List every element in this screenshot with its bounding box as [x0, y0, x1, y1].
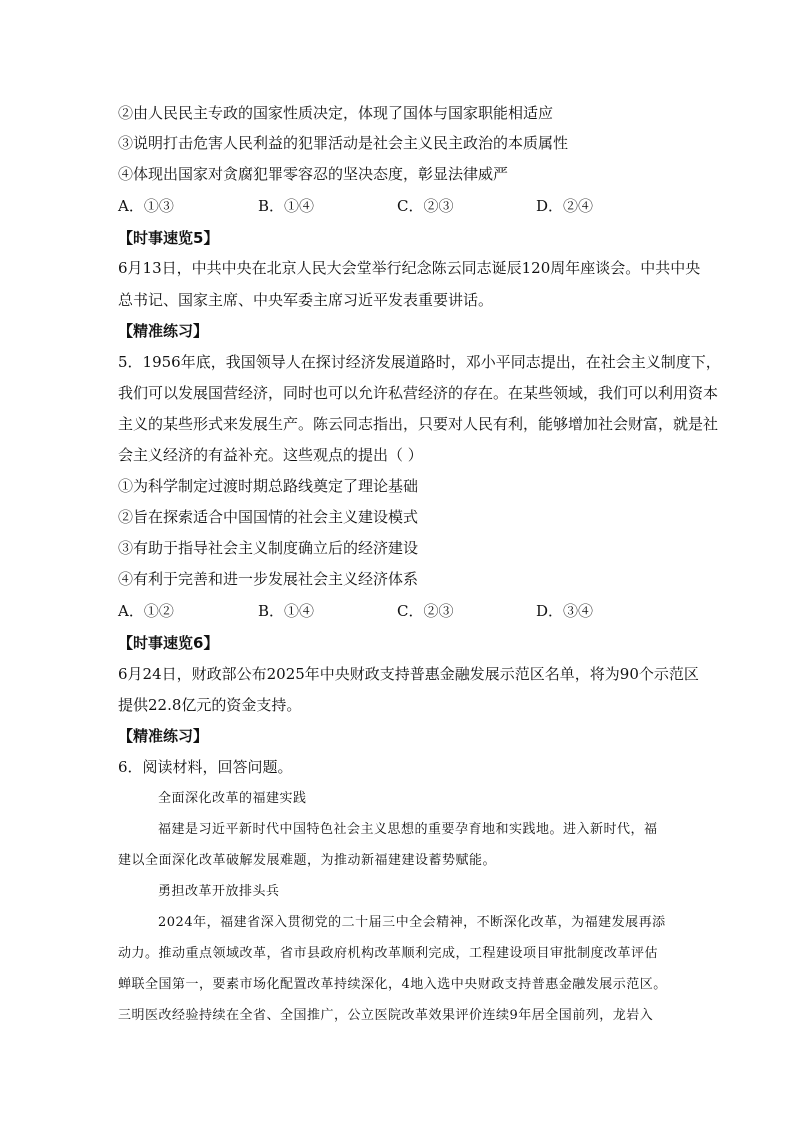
news5-line-1: 6月13日，中共中央在北京人民大会堂举行纪念陈云同志诞辰120周年座谈会。中共中央 [118, 259, 701, 277]
q5-stem-line-2: 我们可以发展国营经济，同时也可以允许私营经济的存在。在某些领域，我们可以利用资本 [118, 384, 719, 402]
practice6-heading: 【精准练习】 [118, 727, 209, 745]
material-para2-line-1: 2024年，福建省深入贯彻党的二十届三中全会精神，不断深化改革，为福建发展再添 [158, 915, 666, 930]
q5-stem-line-4: 会主义经济的有益补充。这些观点的提出（ ） [118, 446, 423, 464]
q5-item-1: ①为科学制定过渡时期总路线奠定了理论基础 [118, 477, 419, 495]
news6-line-2: 提供22.8亿元的资金支持。 [118, 696, 302, 714]
material-para1-line-2: 建以全面深化改革破解发展难题，为推动新福建建设蓄势赋能。 [118, 853, 497, 868]
q5-option-c: C．②③ [397, 602, 454, 620]
q4-option-a: A．①③ [118, 197, 174, 215]
q5-option-b: B．①④ [258, 602, 315, 620]
news6-line-1: 6月24日，财政部公布2025年中央财政支持普惠金融发展示范区名单，将为90个示范区 [118, 665, 699, 683]
news6-heading: 【时事速览6】 [118, 634, 219, 652]
material-para2-line-3: 蝉联全国第一，要素市场化配置改革持续深化，4地入选中央财政支持普惠金融发展示范区。 [118, 977, 667, 992]
q4-option-c: C．②③ [397, 197, 454, 215]
q5-item-4: ④有利于完善和进一步发展社会主义经济体系 [118, 570, 419, 588]
practice5-heading: 【精准练习】 [118, 322, 209, 340]
q4-item-3: ③说明打击危害人民利益的犯罪活动是社会主义民主政治的本质属性 [118, 134, 569, 152]
q6-stem: 6．阅读材料，回答问题。 [118, 758, 293, 776]
news5-heading: 【时事速览5】 [118, 229, 219, 247]
material-para1-line-1: 福建是习近平新时代中国特色社会主义思想的重要孕育地和实践地。进入新时代，福 [158, 822, 658, 837]
q4-item-4: ④体现出国家对贪腐犯罪零容忍的坚决态度，彰显法律威严 [118, 165, 509, 183]
q4-option-d: D．②④ [536, 197, 594, 215]
q4-option-b: B．①④ [258, 197, 315, 215]
q5-option-d: D．③④ [536, 602, 594, 620]
material-para2-line-4: 三明医改经验持续在全省、全国推广，公立医院改革效果评价连续9年居全国前列，龙岩入 [118, 1008, 654, 1023]
q5-item-2: ②旨在探索适合中国国情的社会主义建设模式 [118, 508, 419, 526]
material-title: 全面深化改革的福建实践 [158, 791, 307, 806]
q5-stem-line-1: 5．1956年底，我国领导人在探讨经济发展道路时，邓小平同志提出，在社会主义制度下， [118, 353, 721, 371]
q5-option-a: A．①② [118, 602, 174, 620]
material-para2-line-2: 动力。推动重点领域改革，省市县政府机构改革顺利完成，工程建设项目审批制度改革评估 [118, 946, 659, 961]
q5-stem-line-3: 主义的某些形式来发展生产。陈云同志指出，只要对人民有利，能够增加社会财富，就是社 [118, 415, 719, 433]
material-subtitle: 勇担改革开放排头兵 [158, 884, 280, 899]
q5-item-3: ③有助于指导社会主义制度确立后的经济建设 [118, 539, 419, 557]
q4-item-2: ②由人民民主专政的国家性质决定，体现了国体与国家职能相适应 [118, 104, 554, 122]
news5-line-2: 总书记、国家主席、中央军委主席习近平发表重要讲话。 [118, 291, 494, 309]
